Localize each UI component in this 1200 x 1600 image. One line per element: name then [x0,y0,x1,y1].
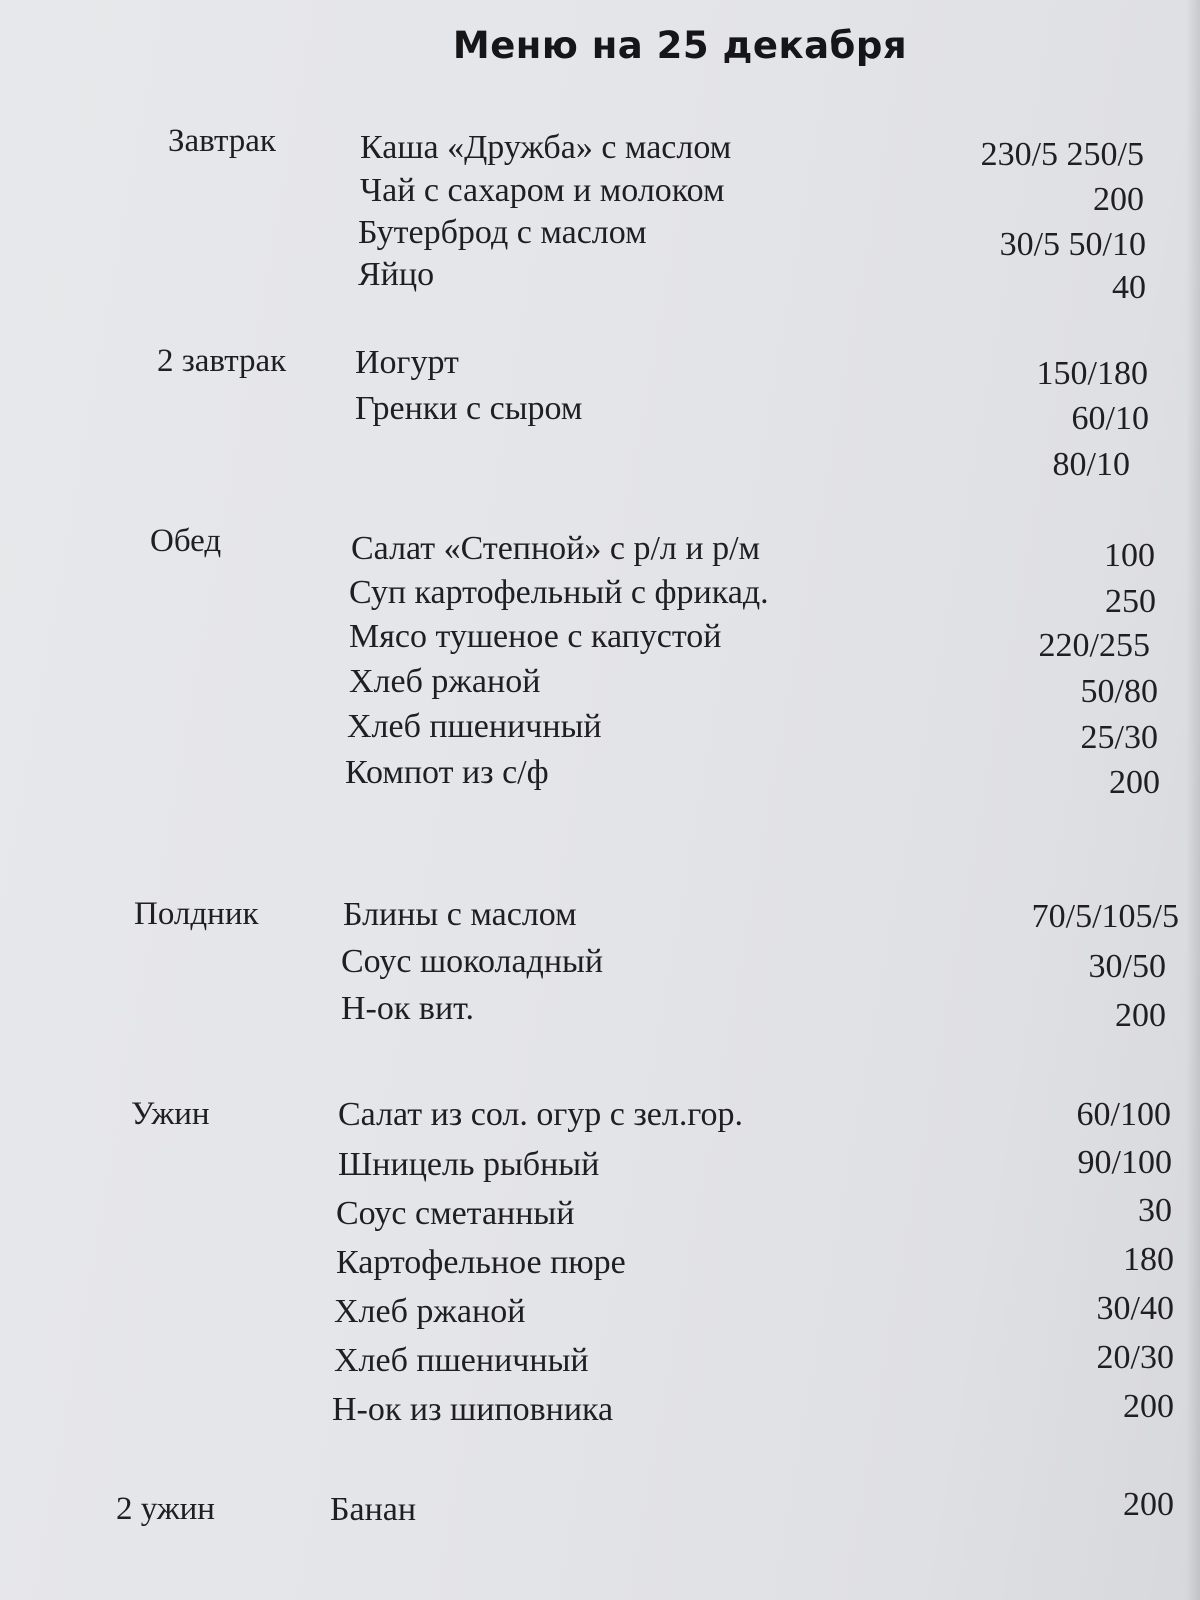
menu-item-portion: 200 [1093,181,1144,218]
menu-item-name: Хлеб пшеничный [347,708,602,745]
menu-item-portion: 40 [1112,269,1146,306]
menu-item-portion: 100 [1104,537,1155,574]
menu-item-name: Бутерброд с маслом [358,214,647,251]
menu-item-portion: 60/10 [1071,400,1149,437]
menu-item-name: Н-ок вит. [341,990,474,1027]
paper-edge-shadow [1186,0,1200,1600]
menu-item-name: Яйцо [358,256,435,293]
menu-item-portion-extra: 80/10 [1052,446,1130,483]
menu-item-name: Банан [330,1491,417,1528]
meal-second-breakfast: 2 завтрак [157,343,287,379]
menu-item-name: Хлеб пшеничный [334,1342,589,1379]
menu-item-name: Суп картофельный с фрикад. [349,574,769,611]
menu-item-portion: 230/5 250/5 [980,136,1144,173]
menu-item-name: Картофельное пюре [336,1244,626,1281]
meal-second-dinner: 2 ужин [116,1491,215,1527]
menu-item-portion: 180 [1123,1241,1174,1278]
menu-item-name: Н-ок из шиповника [332,1391,614,1428]
menu-item-portion: 200 [1109,764,1160,801]
menu-item-portion: 25/30 [1080,719,1158,756]
menu-item-portion: 150/180 [1036,355,1148,392]
menu-item-portion: 200 [1123,1388,1174,1425]
menu-item-portion: 220/255 [1038,627,1150,664]
menu-item-name: Чай с сахаром и молоком [360,172,725,209]
menu-item-name: Мясо тушеное с капустой [349,618,722,655]
menu-item-name: Хлеб ржаной [334,1293,526,1330]
menu-item-name: Компот из с/ф [345,754,549,791]
menu-item-name: Салат «Степной» с р/л и р/м [351,530,761,567]
menu-item-name: Салат из сол. огур с зел.гор. [338,1096,743,1133]
menu-item-name: Иогурт [355,344,459,381]
menu-item-portion: 90/100 [1077,1144,1172,1181]
menu-item-name: Каша «Дружба» с маслом [360,129,732,166]
menu-item-name: Блины с маслом [343,896,577,933]
menu-item-portion: 200 [1115,997,1166,1034]
menu-item-name: Соус сметанный [336,1195,575,1232]
menu-item-name: Шницель рыбный [338,1146,600,1183]
meal-breakfast: Завтрак [168,123,276,159]
menu-item-portion: 20/30 [1096,1339,1174,1376]
menu-item-portion: 60/100 [1076,1096,1171,1133]
menu-item-portion: 30/40 [1096,1290,1174,1327]
menu-item-portion: 200 [1123,1486,1174,1523]
menu-title: Меню на 25 декабря [452,24,908,67]
menu-item-portion: 250 [1105,583,1156,620]
meal-dinner: Ужин [131,1096,210,1132]
menu-item-portion: 30/50 [1088,948,1166,985]
menu-item-portion: 50/80 [1080,673,1158,710]
menu-item-name: Хлеб ржаной [349,663,541,700]
meal-lunch: Обед [150,523,222,559]
meal-afternoon-snack: Полдник [134,896,259,932]
menu-item-portion: 30/5 50/10 [999,226,1146,263]
menu-item-portion: 70/5/105/5 [1031,898,1179,935]
menu-item-name: Гренки с сыром [355,390,583,427]
menu-item-name: Соус шоколадный [341,943,604,980]
menu-item-portion: 30 [1138,1192,1172,1229]
